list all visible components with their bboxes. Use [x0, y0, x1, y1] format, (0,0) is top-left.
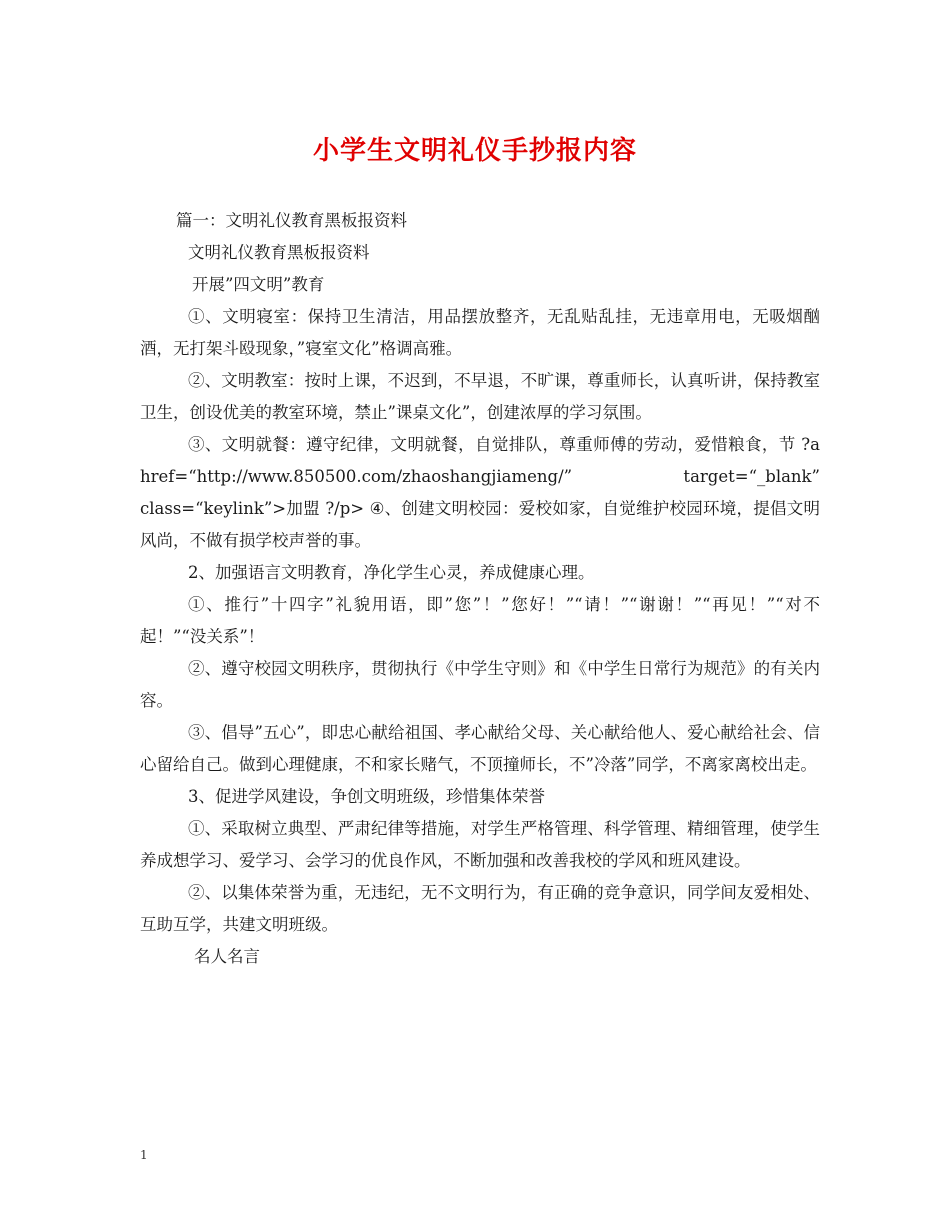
document-body — [140, 205, 820, 973]
paragraph-section-heading: 篇一：文明礼仪教育黑板报资料 — [176, 211, 407, 230]
paragraph: ②、遵守校园文明秩序，贯彻执行《中学生守则》和《中学生日常行为规范》的有关内容。 — [140, 659, 820, 710]
paragraph: 3、促进学风建设，争创文明班级，珍惜集体荣誉 — [188, 787, 545, 806]
paragraph: ①、采取树立典型、严肃纪律等措施，对学生严格管理、科学管理、精细管理，使学生养成想学习、爱学习、会学习的优良作风，不断加强和改善我校的学风和班风建设。 — [140, 819, 820, 870]
paragraph: ①、文明寝室：保持卫生清洁，用品摆放整齐，无乱贴乱挂，无违章用电，无吸烟酗酒，无打架斗殴现象，”寝室文化”格调高雅。 — [140, 307, 820, 358]
document-title: 小学生文明礼仪手抄报内容 — [312, 136, 637, 166]
paragraph: ②、以集体荣誉为重，无违纪，无不文明行为，有正确的竞争意识，同学间友爱相处、互助互学，共建文明班级。 — [140, 883, 820, 934]
paragraph-subheading: 开展”四文明”教育 — [192, 275, 325, 294]
paragraph: ①、推行”十四字”礼貌用语，即”您”！”您好！”“请！”“谢谢！”“再见！”“对不起！”“没关系”！ — [140, 595, 820, 646]
paragraph-subheading: 名人名言 — [194, 947, 260, 966]
page-number: 1 — [140, 1148, 148, 1162]
paragraph: 2、加强语言文明教育，净化学生心灵，养成健康心理。 — [188, 563, 595, 582]
paragraph: ③、文明就餐：遵守纪律，文明就餐，自觉排队，尊重师傅的劳动，爱惜粮食，节 ?a href=“http://www.850500.com/zhaoshangjiameng/” target=“_blank” class=“keylink”>加盟 ?/p> ④、创建文明校园：爱校如家，自觉维护校园环境，提倡文明风尚，不做有损学校声誉的事。 — [140, 435, 820, 550]
paragraph: ②、文明教室：按时上课，不迟到，不早退，不旷课，尊重师长，认真听讲，保持教室卫生，创设优美的教室环境，禁止”课桌文化”，创建浓厚的学习氛围。 — [140, 371, 820, 422]
paragraph-subheading: 文明礼仪教育黑板报资料 — [188, 243, 370, 262]
paragraph: ③、倡导”五心”，即忠心献给祖国、孝心献给父母、关心献给他人、爱心献给社会、信心留给自己。做到心理健康，不和家长赌气，不顶撞师长，不”冷落”同学，不离家离校出走。 — [140, 723, 820, 774]
